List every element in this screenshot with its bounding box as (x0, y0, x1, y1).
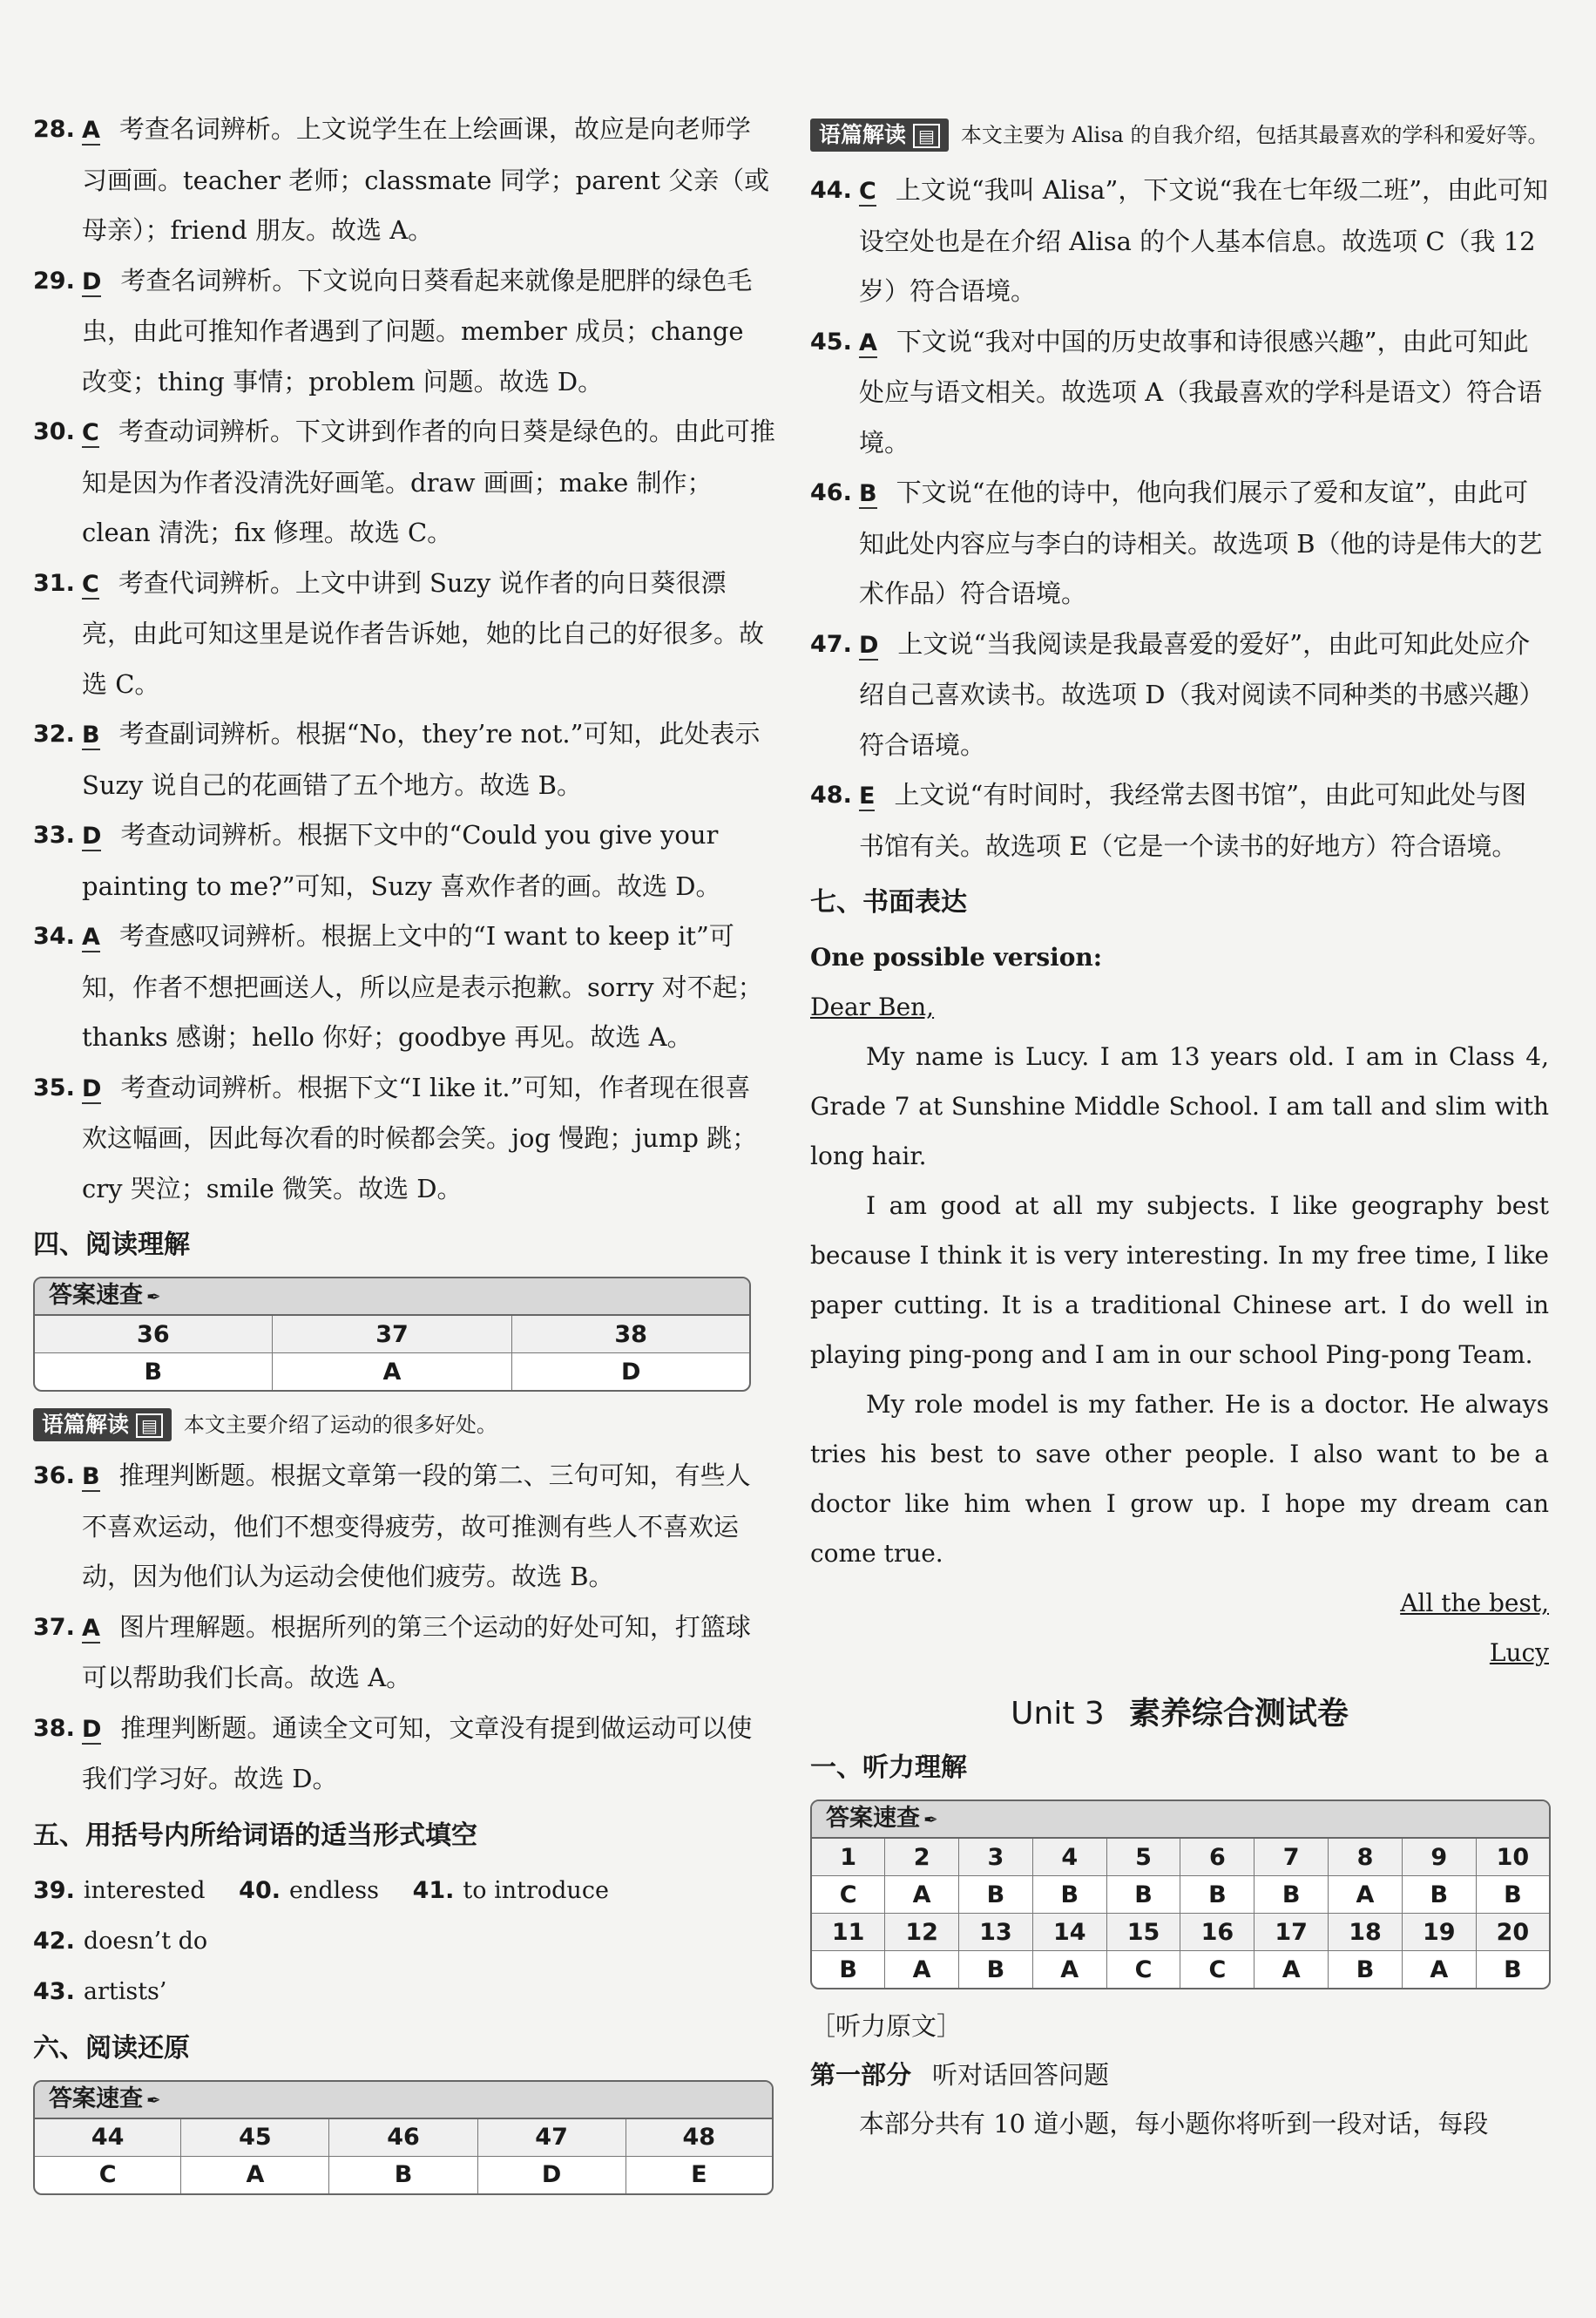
answer-explanation (810, 166, 1549, 317)
question-number-cell: 20 (1476, 1914, 1549, 1951)
answer-letter: C (859, 178, 876, 205)
explanation-text: 下文说“在他的诗中，他向我们展示了爱和友谊”，由此可知此处内容应与李白的诗相关。故选项 B（他的诗是伟大的艺术作品）符合语境。 (859, 478, 1543, 608)
explanation-text: 上文说“我叫 Alisa”，下文说“我在七年级二班”，由此可知设空处也是在介绍 Alisa 的个人基本信息。故选项 C（我 12 岁）符合语境。 (859, 175, 1549, 306)
explanation-text: 推理判断题。通读全文可知，文章没有提到做运动可以使我们学习好。故选 D。 (82, 1712, 753, 1793)
passage-note-6: 语篇解读 ▤ 本文主要为 Alisa 的自我介绍，包括其最喜欢的学科和爱好等。 (810, 110, 1549, 160)
answer-cell: B (329, 2156, 477, 2193)
answer-explanation (33, 1063, 775, 1215)
answer-explanation (33, 256, 775, 408)
answer-key-grid (35, 1316, 749, 1390)
answer-cell: B (1329, 1951, 1403, 1989)
explanation-text: 考查副词辨析。根据“No，they’re not.”可知，此处表示 Suzy 说自己的花画错了五个地方。故选 B。 (82, 719, 761, 800)
answer-cell: B (1254, 1876, 1329, 1914)
question-number-cell: 36 (35, 1316, 272, 1353)
question-number: 37. (33, 1613, 75, 1641)
answer-cell: B (1402, 1876, 1476, 1914)
answer-cell: B (1106, 1876, 1180, 1914)
question-number-cell: 2 (885, 1839, 959, 1876)
answer-explanations-44-48 (810, 166, 1549, 871)
answer-cell: B (959, 1951, 1033, 1989)
right-column (810, 110, 1549, 2148)
question-number-cell: 15 (1106, 1914, 1180, 1951)
answer-letter: D (82, 823, 102, 850)
answer-cell: B (35, 1353, 272, 1391)
question-number-cell: 38 (512, 1316, 749, 1353)
answer-cell: B (959, 1876, 1033, 1914)
answer-cell: A (885, 1951, 959, 1989)
explanation-text: 考查感叹词辨析。根据上文中的“I want to keep it”可知，作者不想把画送人，所以应是表示抱歉。sorry 对不起；thanks 感谢；hello 你好；goodbye 再见。故选 A。 (82, 921, 763, 1052)
answer-explanation (33, 1451, 775, 1603)
answer-letter: B (82, 722, 100, 749)
model-essay (810, 982, 1549, 1678)
answer-letter: D (82, 268, 102, 295)
answer-explanation (810, 317, 1549, 469)
answer-cell: C (35, 2156, 181, 2193)
question-number-cell: 7 (1254, 1839, 1329, 1876)
answer-letter: B (859, 480, 877, 507)
blank-item: 40. endless (239, 1876, 379, 1904)
fill-blank-answers (33, 1866, 775, 2017)
answer-explanation (810, 770, 1549, 871)
answer-letter: B (82, 1463, 100, 1490)
answer-letter: A (82, 1614, 100, 1642)
essay-paragraph-3: My role model is my father. He is a doctor. He always tries his best to save other people. I also want to be a doctor like him when I grow up. I hope my dream can come true. (810, 1390, 1549, 1568)
question-number-cell: 44 (35, 2119, 181, 2157)
explanation-text: 推理判断题。根据文章第一段的第二、三句可知，有些人不喜欢运动，他们不想变得疲劳，故可推测有些人不喜欢运动，因为他们认为运动会使他们疲劳。故选 B。 (82, 1461, 751, 1591)
blank-item: 39. interested (33, 1876, 206, 1904)
answer-key-header: 答案速查 ✒ (35, 2082, 772, 2119)
question-number: 46. (810, 479, 852, 506)
answer-key-header: 答案速查 ✒ (812, 1801, 1549, 1839)
essay-closing: All the best, (1400, 1589, 1549, 1617)
question-number-cell: 19 (1402, 1914, 1476, 1951)
answer-cell: A (272, 1353, 512, 1391)
part-1-heading: 第一部分 听对话回答问题 (810, 2060, 1110, 2090)
question-number: 44. (810, 177, 852, 204)
essay-paragraph-1: My name is Lucy. I am 13 years old. I am in Class 4, Grade 7 at Sunshine Middle School. I am tall and slim with long hair. (810, 1042, 1549, 1170)
answer-letter: A (859, 329, 877, 356)
question-number: 29. (33, 267, 75, 295)
answer-cell: D (512, 1353, 749, 1391)
question-number-cell: 1 (812, 1839, 885, 1876)
question-number: 33. (33, 822, 75, 849)
possible-version-label: One possible version: (810, 943, 1103, 972)
question-number: 38. (33, 1714, 75, 1742)
pen-icon: ✒ (146, 1286, 161, 1307)
answer-explanation (33, 559, 775, 710)
question-number: 35. (33, 1074, 75, 1101)
answer-explanation (33, 407, 775, 559)
section-6-title: 六、阅读还原 (33, 2032, 190, 2064)
left-column (33, 105, 775, 2207)
answer-cell: B (1032, 1876, 1106, 1914)
question-number-cell: 4 (1032, 1839, 1106, 1876)
passage-tag: 语篇解读 ▤ (810, 119, 949, 152)
unit-heading: Unit 3 素养综合测试卷 (1011, 1696, 1349, 1732)
question-number: 45. (810, 328, 852, 356)
answer-cell: B (1476, 1951, 1549, 1989)
answer-letter: E (859, 783, 876, 810)
question-number: 28. (33, 116, 75, 143)
answer-letter: C (82, 419, 99, 446)
answer-explanation (810, 468, 1549, 620)
answer-letter: D (82, 1074, 102, 1102)
answer-cell: C (1106, 1951, 1180, 1989)
explanation-text: 图片理解题。根据所列的第三个运动的好处可知，打篮球可以帮助我们长高。故选 A。 (82, 1611, 751, 1692)
answer-explanation (33, 1704, 775, 1805)
answer-cell: C (812, 1876, 885, 1914)
answer-letter: C (82, 570, 99, 598)
question-number: 36. (33, 1462, 75, 1489)
explanation-text: 考查名词辨析。下文说向日葵看起来就像是肥胖的绿色毛虫，由此可推知作者遇到了问题。member 成员；change 改变；thing 事情；problem 问题。故选 D。 (82, 265, 753, 396)
question-number-cell: 6 (1180, 1839, 1254, 1876)
question-number: 30. (33, 418, 75, 445)
answer-cell: D (477, 2156, 626, 2193)
question-number-cell: 46 (329, 2119, 477, 2157)
answer-explanations-36-38 (33, 1451, 775, 1805)
listening-transcript (810, 2002, 1549, 2148)
explanation-text: 考查代词辨析。上文中讲到 Suzy 说作者的向日葵很漂亮，由此可知这里是说作者告诉她，她的比自己的好很多。故选 C。 (82, 567, 765, 699)
answer-key-grid (35, 2119, 772, 2193)
explanation-text: 考查动词辨析。根据下文“I like it.”可知，作者现在很喜欢这幅画，因此每次看的时候都会笑。jog 慢跑；jump 跳；cry 哭泣；smile 微笑。故选 D。 (82, 1072, 758, 1203)
listening-answer-key (810, 1800, 1551, 1989)
answer-explanation (33, 105, 775, 256)
passage-tag: 语篇解读 ▤ (33, 1408, 172, 1441)
book-icon: ▤ (136, 1413, 163, 1438)
question-number-cell: 45 (181, 2119, 329, 2157)
answer-cell: B (1476, 1876, 1549, 1914)
explanation-text: 下文说“我对中国的历史故事和诗很感兴趣”，由此可知此处应与语文相关。故选项 A（我最喜欢的学科是语文）符合语境。 (859, 326, 1543, 458)
question-number-cell: 3 (959, 1839, 1033, 1876)
question-number-cell: 11 (812, 1914, 885, 1951)
question-number-cell: 16 (1180, 1914, 1254, 1951)
question-number-cell: 18 (1329, 1914, 1403, 1951)
answer-key-header: 答案速查 ✒ (35, 1278, 749, 1316)
answer-explanation (33, 709, 775, 810)
section-4-title: 四、阅读理解 (33, 1230, 190, 1260)
question-number: 47. (810, 630, 852, 658)
section-7-title: 七、书面表达 (810, 887, 967, 918)
question-number-cell: 8 (1329, 1839, 1403, 1876)
answer-letter: D (82, 1715, 102, 1743)
explanation-text: 上文说“当我阅读是我最喜爱的爱好”，由此可知此处应介绍自己喜欢读书。故选项 D（我对阅读不同种类的书感兴趣）符合语境。 (859, 628, 1545, 760)
answer-cell: A (181, 2156, 329, 2193)
transcript-label: ［听力原文］ (810, 2011, 963, 2041)
answer-cell: A (1402, 1951, 1476, 1989)
answer-explanation (33, 810, 775, 912)
blank-item: 41. to introduce (412, 1876, 609, 1904)
answer-cell: C (1180, 1951, 1254, 1989)
answer-key-table-36-38 (33, 1277, 751, 1392)
answer-explanation (33, 1603, 775, 1704)
answer-explanation (33, 912, 775, 1063)
pen-icon: ✒ (146, 2089, 161, 2111)
question-number: 32. (33, 721, 75, 748)
answer-letter: D (859, 631, 879, 659)
answer-cell: E (626, 2156, 772, 2193)
question-number: 48. (810, 782, 852, 809)
question-number-cell: 14 (1032, 1914, 1106, 1951)
passage-note-4: 语篇解读 ▤ 本文主要介绍了运动的很多好处。 (33, 1404, 775, 1446)
pen-icon: ✒ (923, 1809, 938, 1830)
question-number-cell: 9 (1402, 1839, 1476, 1876)
essay-greeting: Dear Ben, (810, 993, 935, 1021)
question-number-cell: 5 (1106, 1839, 1180, 1876)
explanation-text: 考查动词辨析。下文讲到作者的向日葵是绿色的。由此可推知是因为作者没清洗好画笔。draw 画画；make 制作；clean 清洗；fix 修理。故选 C。 (82, 417, 775, 547)
answer-cell: B (1180, 1876, 1254, 1914)
explanation-text: 考查动词辨析。根据下文中的“Could you give your painting to me?”可知，Suzy 喜欢作者的画。故选 D。 (82, 820, 721, 901)
answer-cell: A (1254, 1951, 1329, 1989)
question-number-cell: 12 (885, 1914, 959, 1951)
question-number-cell: 37 (272, 1316, 512, 1353)
blank-item: 42. doesn’t do (33, 1927, 208, 1955)
question-number-cell: 17 (1254, 1914, 1329, 1951)
answer-cell: B (812, 1951, 885, 1989)
question-number-cell: 47 (477, 2119, 626, 2157)
question-number-cell: 10 (1476, 1839, 1549, 1876)
question-number: 34. (33, 923, 75, 950)
answer-explanations-28-35 (33, 105, 775, 1214)
answer-letter: A (82, 117, 100, 144)
answer-cell: A (885, 1876, 959, 1914)
answer-cell: A (1032, 1951, 1106, 1989)
answer-key-grid (812, 1839, 1549, 1988)
book-icon: ▤ (913, 124, 940, 148)
essay-signature: Lucy (1489, 1638, 1549, 1667)
part-1-instructions: 本部分共有 10 道小题，每小题你将听到一段对话，每段 (859, 2109, 1489, 2138)
essay-paragraph-2: I am good at all my subjects. I like geography best because I think it is very interesting. In my free time, I like paper cutting. It is a traditional Chinese art. I do well in playing ping-pong and I am in our school Ping-pong Team. (810, 1191, 1549, 1369)
question-number: 31. (33, 569, 75, 597)
question-number-cell: 13 (959, 1914, 1033, 1951)
answer-key-table-44-48 (33, 2080, 774, 2195)
explanation-text: 上文说“有时间时，我经常去图书馆”，由此可知此处与图书馆有关。故选项 E（它是一个读书的好地方）符合语境。 (859, 780, 1527, 861)
answer-letter: A (82, 924, 100, 951)
section-5-title: 五、用括号内所给词语的适当形式填空 (33, 1820, 477, 1851)
section-listening-title: 一、听力理解 (810, 1752, 967, 1783)
answer-cell: A (1329, 1876, 1403, 1914)
explanation-text: 考查名词辨析。上文说学生在上绘画课，故应是向老师学习画画。teacher 老师；classmate 同学；parent 父亲（或母亲）；friend 朋友。故选 A。 (82, 114, 770, 245)
question-number-cell: 48 (626, 2119, 772, 2157)
answer-explanation (810, 620, 1549, 771)
blank-item: 43. artists’ (33, 1977, 167, 2005)
